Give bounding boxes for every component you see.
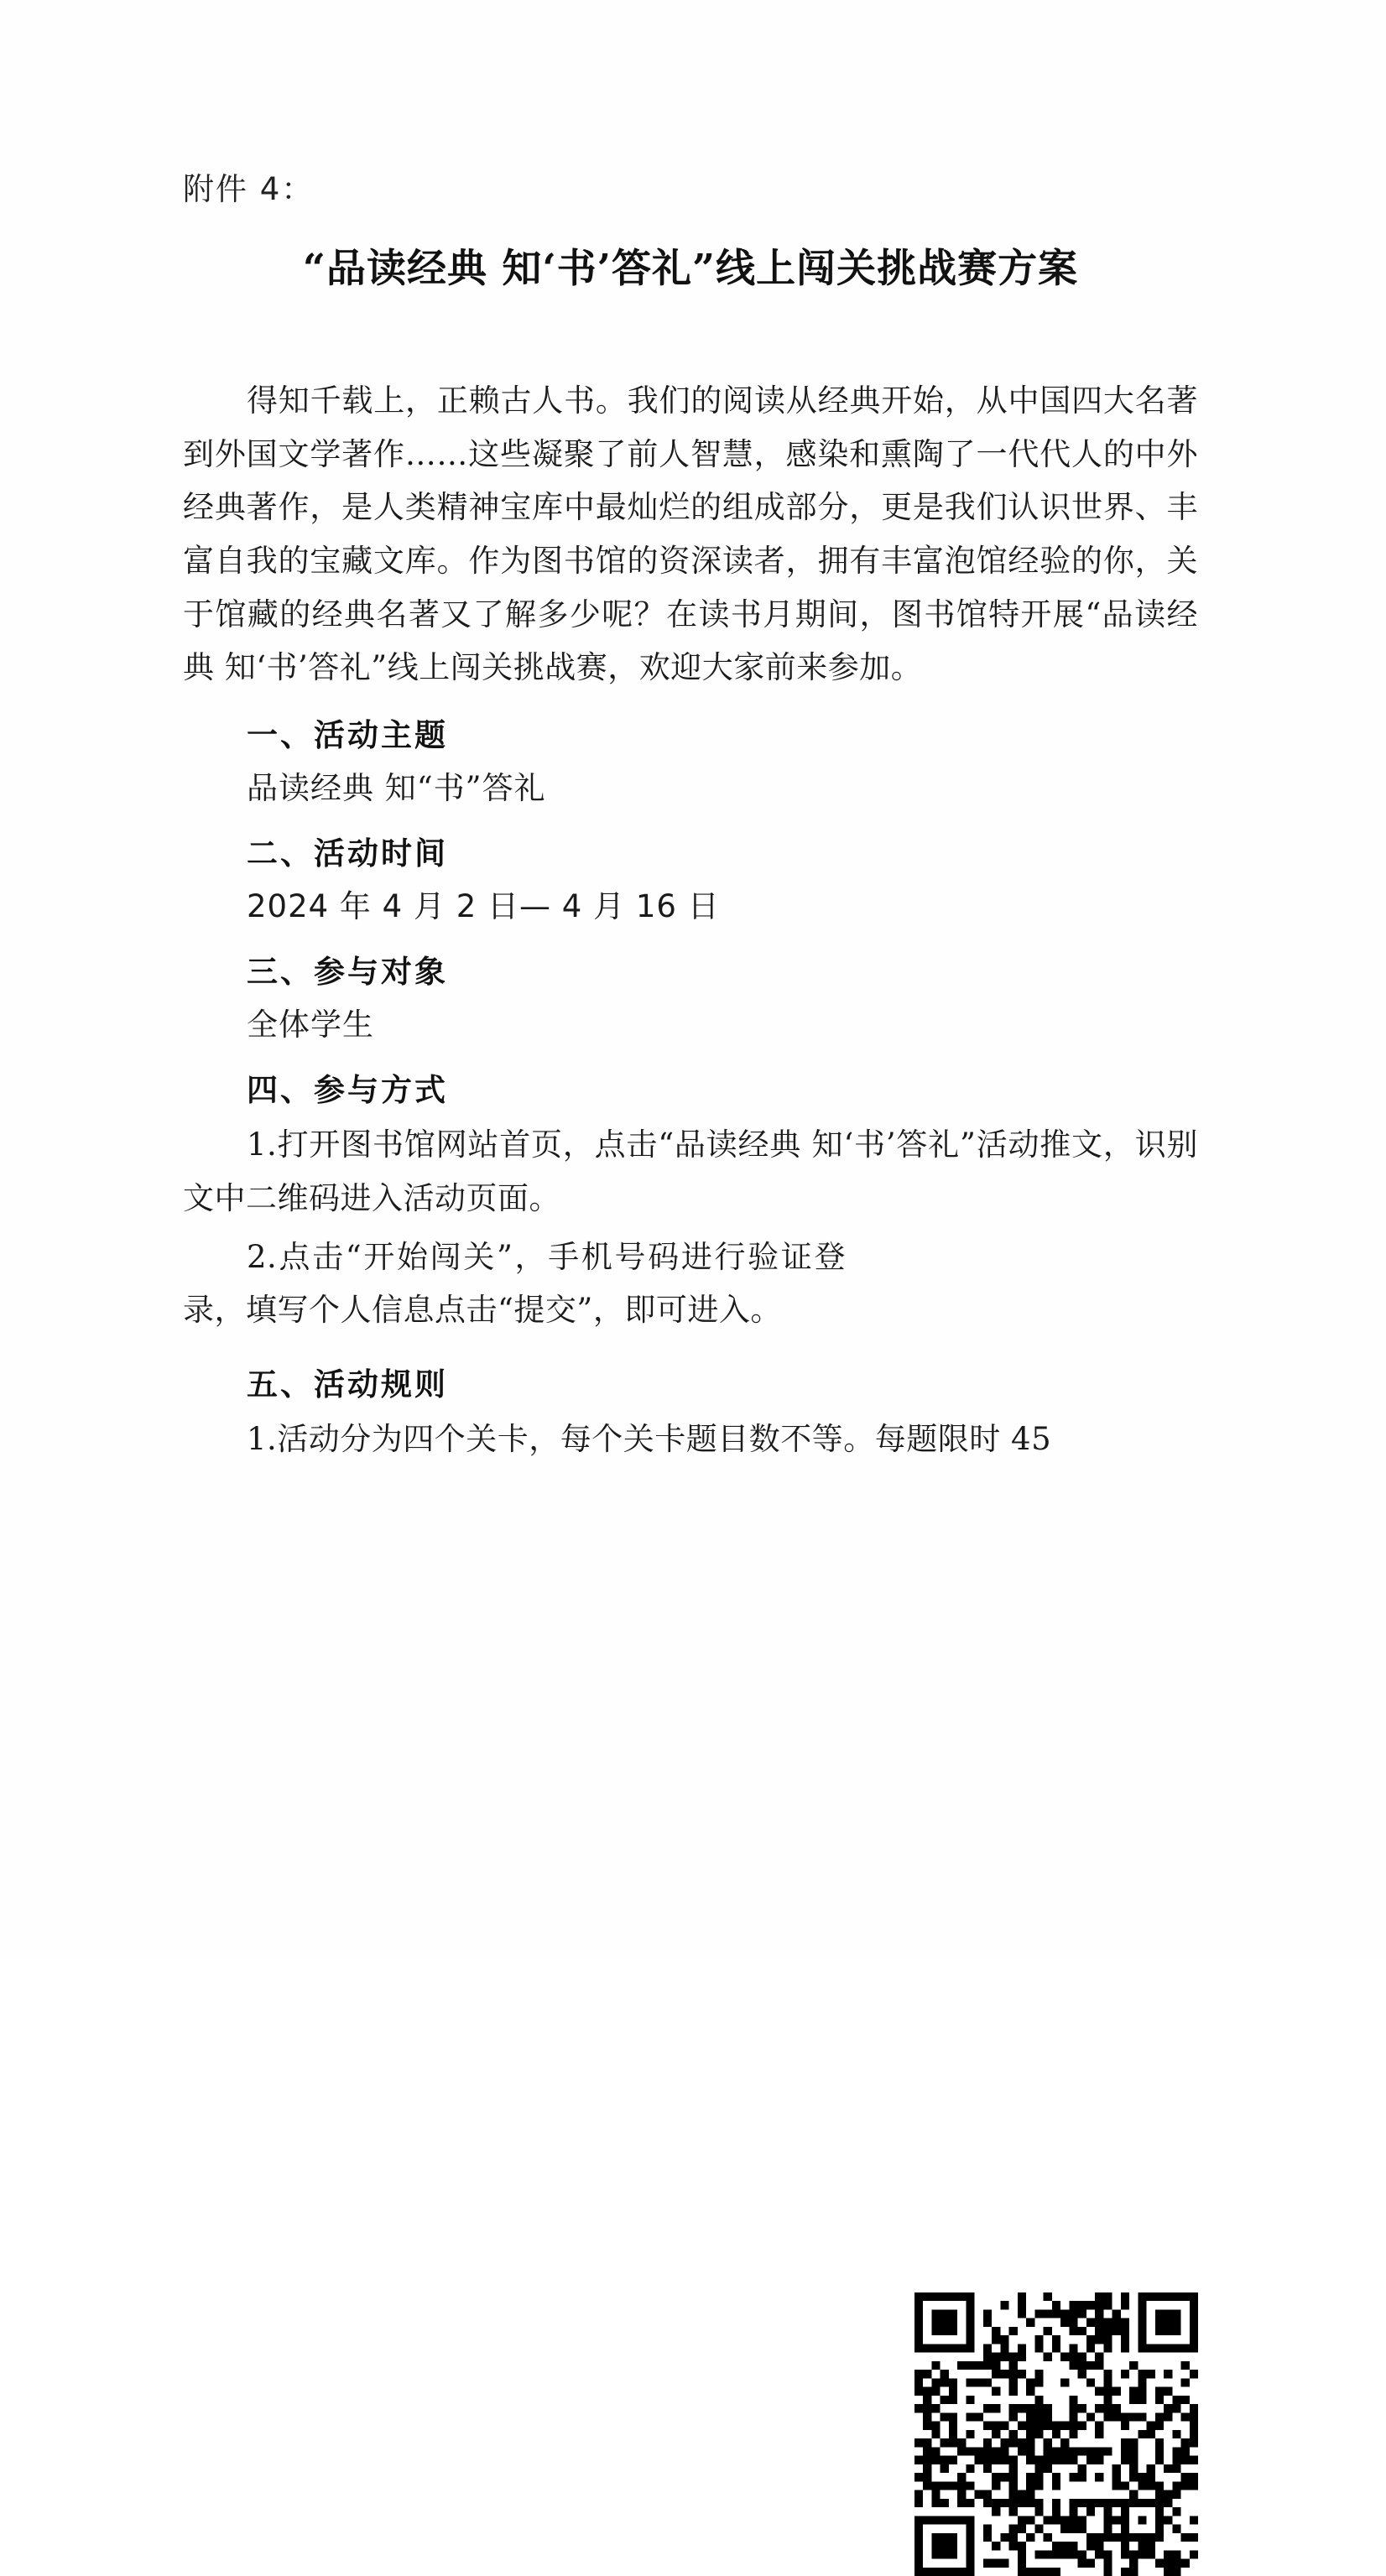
participation-step-2: 2.点击“开始闯关”，手机号码进行验证登录，填写个人信息点击“提交”，即可进入。 — [183, 1238, 846, 1329]
rules-item-1: 1.活动分为四个关卡，每个关卡题目数不等。每题限时 45 — [247, 1420, 1052, 1457]
participation-step-1: 1.打开图书馆网站首页，点击“品读经典 知‘书’答礼”活动推文，识别文中二维码进入活动页面。 — [183, 1127, 1198, 1216]
section-heading-audience: 三、参与对象 — [247, 953, 448, 991]
section-heading-time: 二、活动时间 — [247, 834, 448, 872]
participation-block — [183, 1118, 1198, 1465]
activity-qr-code — [914, 2292, 1198, 2576]
section-heading-participation: 四、参与方式 — [247, 1071, 448, 1109]
page-title: “品读经典 知‘书’答礼”线上闯关挑战赛方案 — [302, 246, 1079, 292]
section-heading-rules: 五、活动规则 — [247, 1365, 448, 1402]
section-body-audience: 全体学生 — [247, 1007, 374, 1043]
section-body-theme: 品读经典 知“书”答礼 — [247, 769, 546, 806]
document-body — [183, 164, 1198, 1470]
attachment-label: 附件 4： — [183, 171, 315, 207]
intro-paragraph: 得知千载上，正赖古人书。我们的阅读从经典开始，从中国四大名著到外国文学著作……这些凝聚了前人智慧，感染和熏陶了一代代人的中外经典著作，是人类精神宝库中最灿烂的组成部分，更是我们认识世界、丰富自我的宝藏文库。作为图书馆的资深读者，拥有丰富泡馆经验的你，关于馆藏的经典名著又了解多少呢？在读书月期间，图书馆特开展“品读经典 知‘书’答礼”线上闯关挑战赛，欢迎大家前来参加。 — [183, 382, 1198, 686]
section-body-time: 2024 年 4 月 2 日— 4 月 16 日 — [247, 887, 720, 924]
section-heading-theme: 一、活动主题 — [247, 716, 448, 753]
